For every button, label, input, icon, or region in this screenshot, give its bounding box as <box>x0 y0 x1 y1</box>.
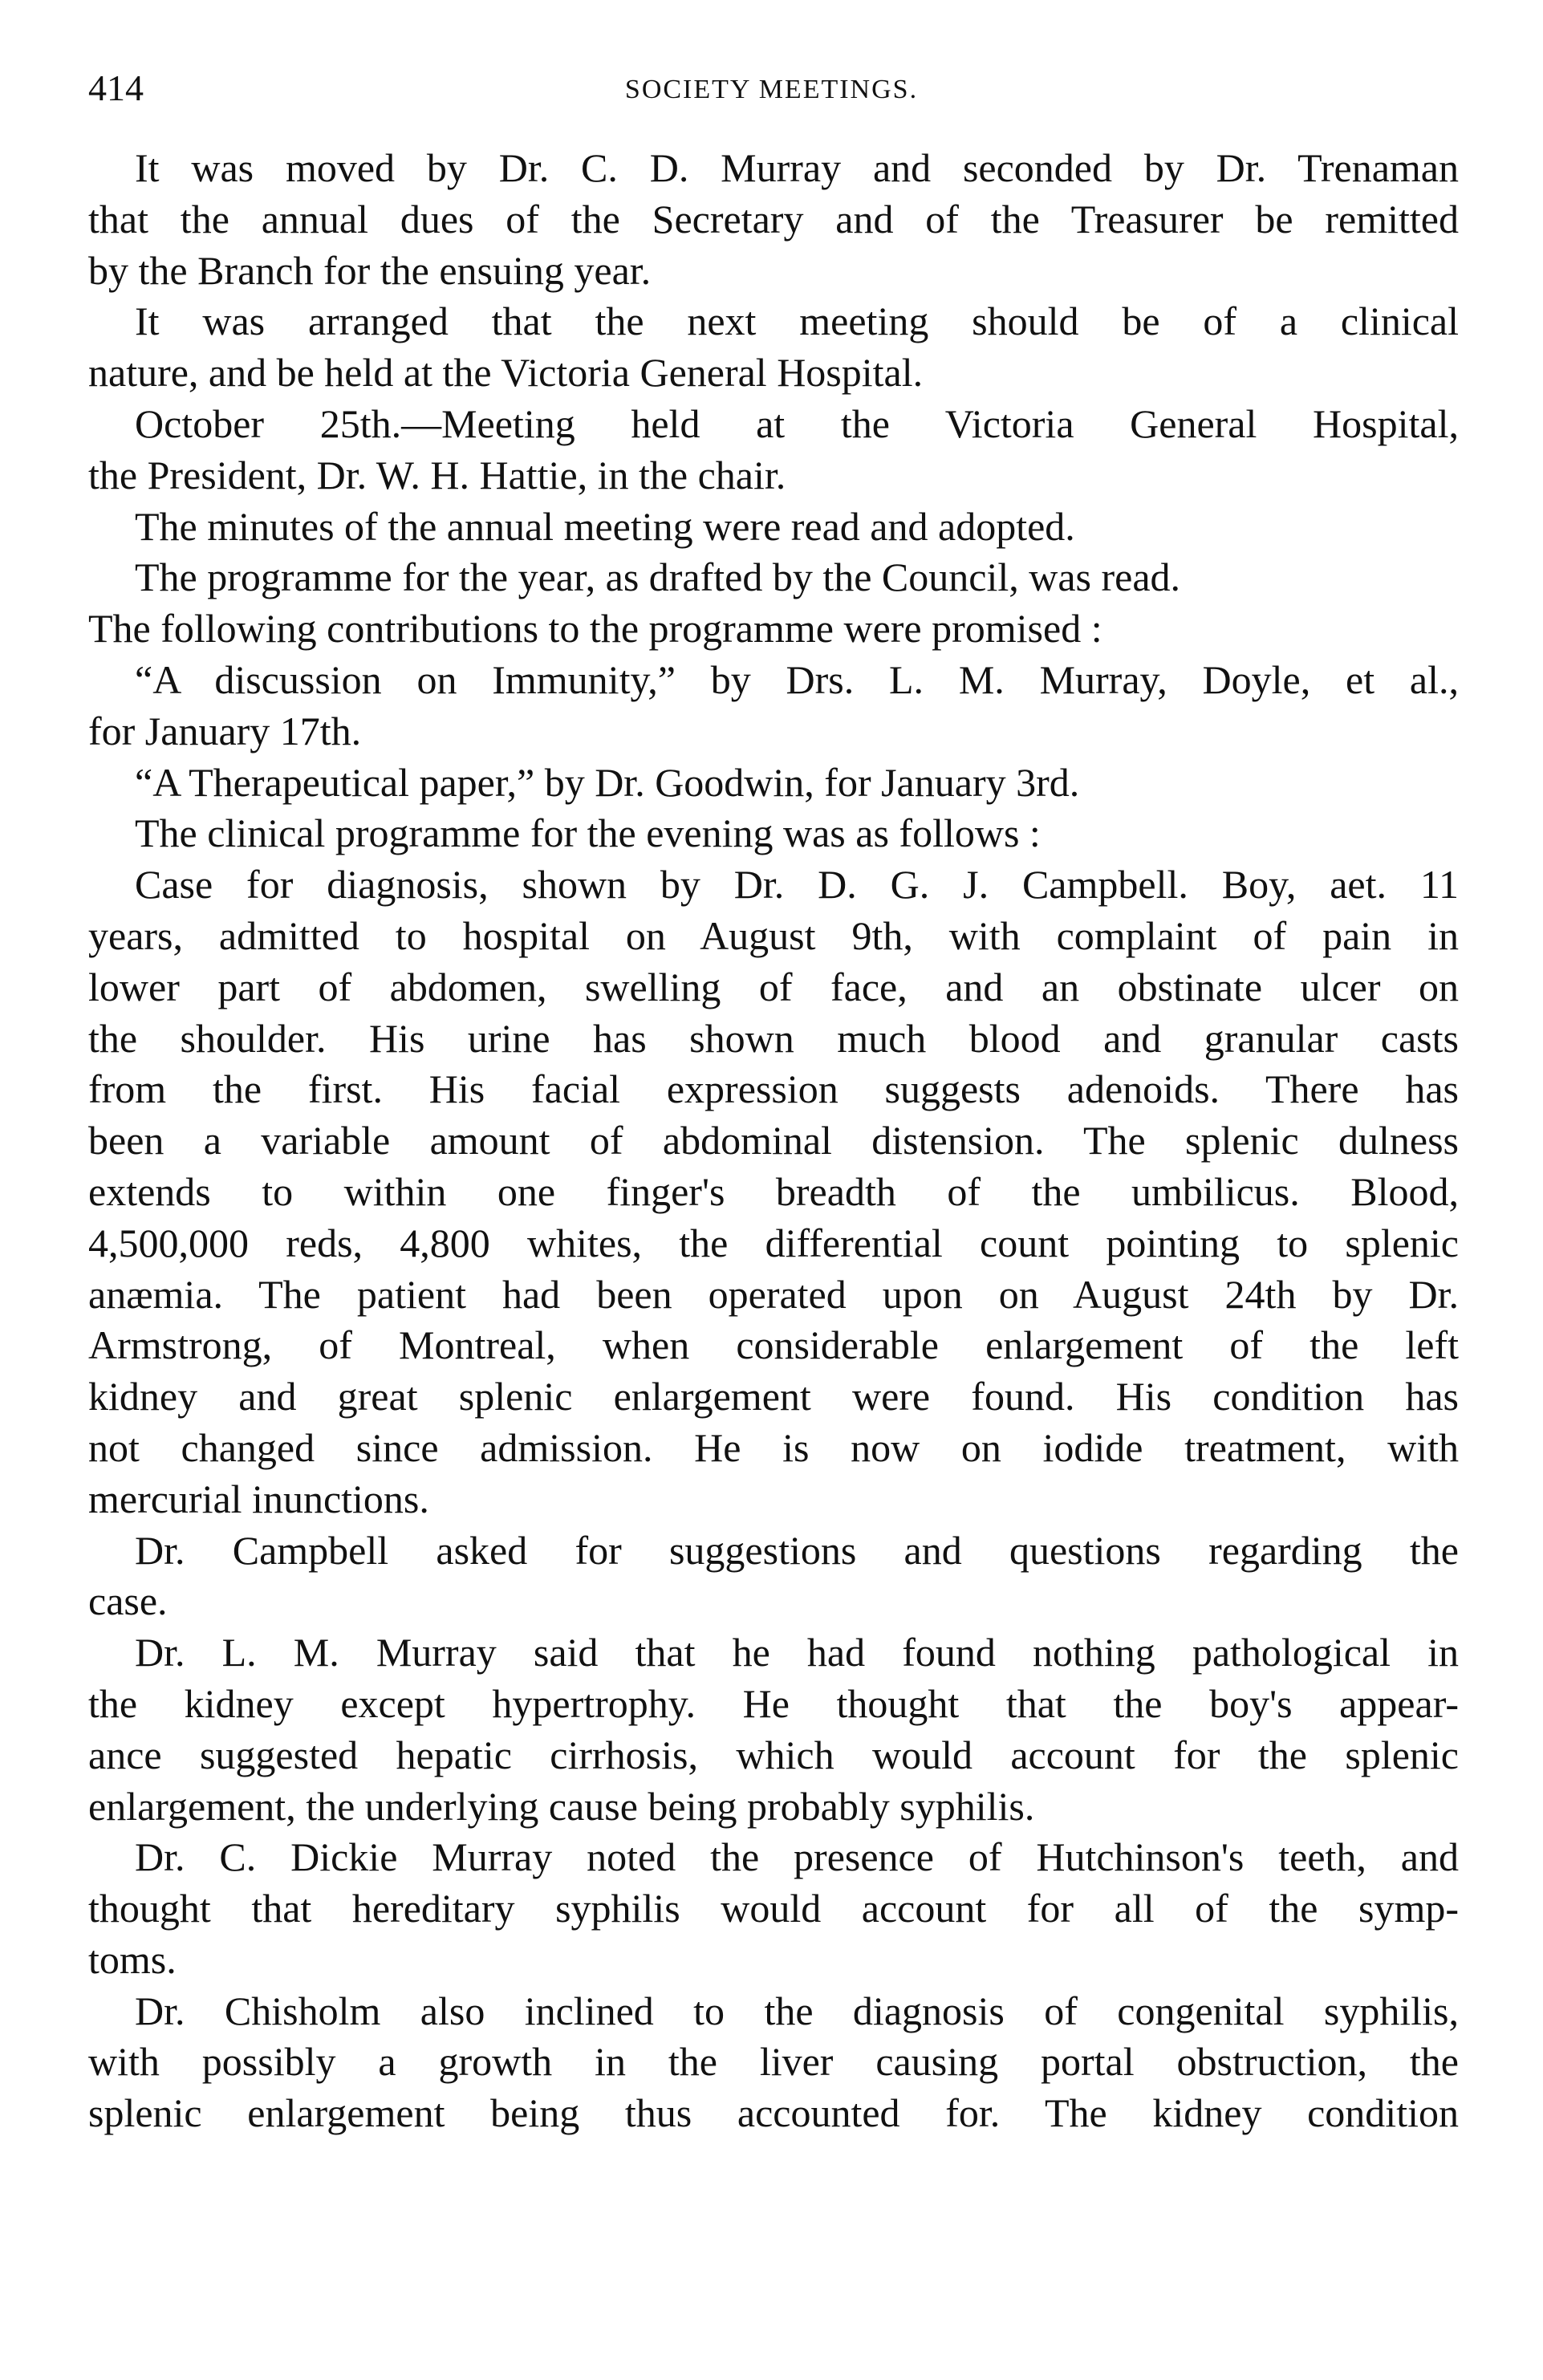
text-line: extends to within one finger's breadth of the umbilicus. Blood, <box>88 1168 1459 1214</box>
text-line: The minutes of the annual meeting were read and adopted. <box>135 503 1075 549</box>
text-line: years, admitted to hospital on August 9th, with complaint of pain in <box>88 912 1459 958</box>
text-line: the President, Dr. W. H. Hattie, in the chair. <box>88 452 786 498</box>
text-line: for January 17th. <box>88 708 362 753</box>
page-number: 414 <box>88 67 144 108</box>
text-line: anæmia. The patient had been operated upon on August 24th by Dr. <box>88 1271 1459 1317</box>
page-header <box>88 56 1455 120</box>
text-line: case. <box>88 1578 168 1624</box>
running-head: SOCIETY MEETINGS. <box>624 75 919 104</box>
text-line: Dr. L. M. Murray said that he had found nothing pathological in <box>135 1630 1459 1675</box>
text-line: Dr. C. Dickie Murray noted the presence of Hutchinson's teeth, and <box>135 1834 1459 1880</box>
text-line: October 25th.—Meeting held at the Victoria General Hospital, <box>135 400 1459 446</box>
text-line: been a variable amount of abdominal distension. The splenic dulness <box>88 1118 1459 1164</box>
text-line: It was moved by Dr. C. D. Murray and seconded by Dr. Trenaman <box>135 145 1459 190</box>
text-line: Dr. Campbell asked for suggestions and questions regarding the <box>135 1527 1459 1573</box>
text-line: from the first. His facial expression suggests adenoids. There has <box>88 1066 1459 1112</box>
text-line: the shoulder. His urine has shown much blood and granular casts <box>88 1015 1459 1061</box>
text-line: enlargement, the underlying cause being probably syphilis. <box>88 1783 1035 1829</box>
text-line: “A discussion on Immunity,” by Drs. L. M. Murray, Doyle, et al., <box>135 656 1459 702</box>
text-line: 4,500,000 reds, 4,800 whites, the differential count pointing to splenic <box>88 1220 1459 1265</box>
text-line: It was arranged that the next meeting should be of a clinical <box>135 299 1459 344</box>
text-line: not changed since admission. He is now on iodide treatment, with <box>88 1424 1459 1470</box>
text-line: “A Therapeutical paper,” by Dr. Goodwin, for January 3rd. <box>135 759 1080 805</box>
text-line: ance suggested hepatic cirrhosis, which would account for the splenic <box>88 1732 1459 1777</box>
body-text <box>88 143 1459 2139</box>
text-line: the kidney except hypertrophy. He thought that the boy's appear- <box>88 1680 1459 1726</box>
text-line: toms. <box>88 1936 177 1982</box>
text-line: mercurial inunctions. <box>88 1476 429 1521</box>
text-line: by the Branch for the ensuing year. <box>88 247 652 293</box>
text-line: with possibly a growth in the liver causing portal obstruction, the <box>88 2039 1459 2085</box>
text-line: Armstrong, of Montreal, when considerable enlargement of the left <box>88 1322 1459 1368</box>
text-line: splenic enlargement being thus accounted for. The kidney condition <box>88 2090 1459 2136</box>
text-line: lower part of abdomen, swelling of face, and an obstinate ulcer on <box>88 964 1459 1009</box>
text-line: The following contributions to the programme were promised : <box>88 606 1102 652</box>
text-line: Dr. Chisholm also inclined to the diagnosis of congenital syphilis, <box>135 1988 1459 2033</box>
text-line: The programme for the year, as drafted by the Council, was read. <box>135 554 1181 600</box>
text-line: that the annual dues of the Secretary and of the Treasurer be remitted <box>88 196 1459 242</box>
text-line: The clinical programme for the evening was as follows : <box>135 810 1041 856</box>
text-line: Case for diagnosis, shown by Dr. D. G. J. Campbell. Boy, aet. 11 <box>135 862 1459 908</box>
text-line: nature, and be held at the Victoria General Hospital. <box>88 350 924 396</box>
text-line: thought that hereditary syphilis would account for all of the symp- <box>88 1886 1459 1931</box>
text-line: kidney and great splenic enlargement were found. His condition has <box>88 1374 1459 1419</box>
